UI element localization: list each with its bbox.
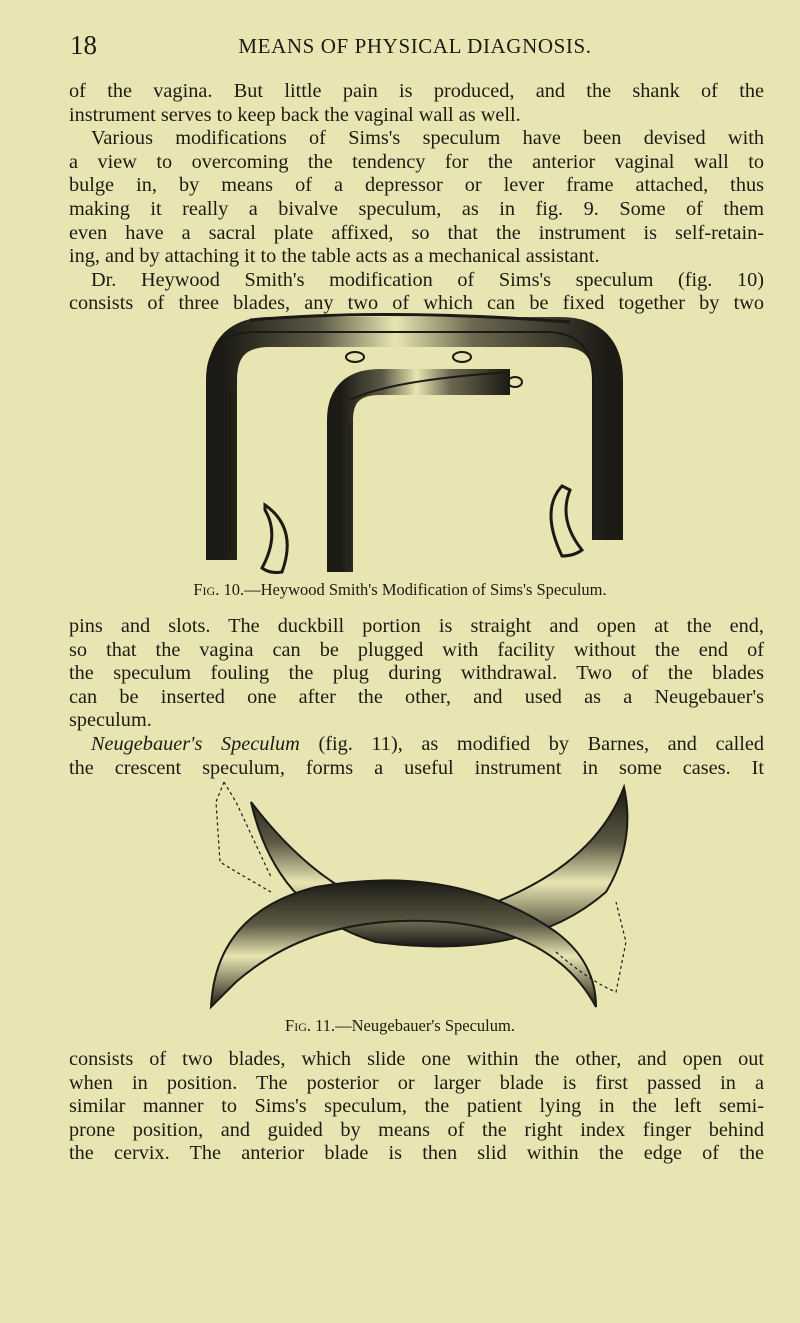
text-block-2 — [69, 615, 764, 780]
text-line: when in position. The posterior or larger blade is first passed in a — [69, 1071, 764, 1094]
text-line: can be inserted one after the other, and used as a Neugebauer's — [69, 685, 764, 708]
caption-text: —Heywood Smith's Modification of Sims's Speculum. — [244, 580, 607, 599]
text-block-1 — [69, 80, 764, 316]
figure-11-speculum-illustration — [196, 782, 636, 1014]
text-line: of the vagina. But little pain is produced, and the shank of the — [69, 80, 764, 102]
text-line: pins and slots. The duckbill portion is straight and open at the end, — [69, 615, 764, 637]
page-number: 18 — [70, 30, 97, 60]
text-line: Various modifications of Sims's speculum have been devised with — [91, 127, 764, 150]
text-line: ing, and by attaching it to the table acts as a mechanical assistant. — [69, 245, 600, 268]
text-line: bulge in, by means of a depressor or lever frame attached, thus — [69, 174, 764, 197]
text-line: making it really a bivalve speculum, as in fig. 9. Some of them — [69, 197, 764, 220]
figure-10-speculum-illustration — [190, 310, 630, 578]
text-line: the crescent speculum, forms a useful instrument in some cases. It — [69, 756, 764, 779]
text-line: prone position, and guided by means of the right index finger behind — [69, 1118, 764, 1141]
text-line: consists of three blades, any two of which can be fixed together by two — [69, 292, 764, 315]
text-block-3 — [69, 1048, 764, 1166]
caption-text: —Neugebauer's Speculum. — [335, 1016, 515, 1035]
figure-10-caption — [0, 580, 800, 600]
text-line: the speculum fouling the plug during withdrawal. Two of the blades — [69, 662, 764, 685]
text-line: similar manner to Sims's speculum, the patient lying in the left semi- — [69, 1095, 764, 1118]
text-line: speculum. — [69, 709, 152, 732]
text-line: so that the vagina can be plugged with facility without the end of — [69, 638, 764, 661]
text-line: Dr. Heywood Smith's modification of Sims's speculum (fig. 10) — [91, 268, 764, 291]
text-line: consists of two blades, which slide one within the other, and open out — [69, 1048, 764, 1070]
page-header — [70, 30, 760, 66]
figure-11-caption — [0, 1016, 800, 1036]
text-line: a view to overcoming the tendency for the anterior vaginal wall to — [69, 150, 764, 173]
text-fragment: (fig. 11), as modified by Barnes, and called — [299, 732, 764, 755]
text-line: even have a sacral plate affixed, so that the instrument is self-retain- — [69, 221, 764, 244]
text-line: instrument serves to keep back the vaginal wall as well. — [69, 103, 521, 126]
running-head: MEANS OF PHYSICAL DIAGNOSIS. — [238, 34, 592, 58]
text-line: the cervix. The anterior blade is then slid within the edge of the — [69, 1142, 764, 1165]
figure-label: Fig. 10. — [193, 580, 245, 599]
text-line — [69, 733, 764, 757]
figure-label: Fig. 11. — [285, 1016, 336, 1035]
italic-term: Neugebauer's Speculum — [91, 732, 300, 755]
